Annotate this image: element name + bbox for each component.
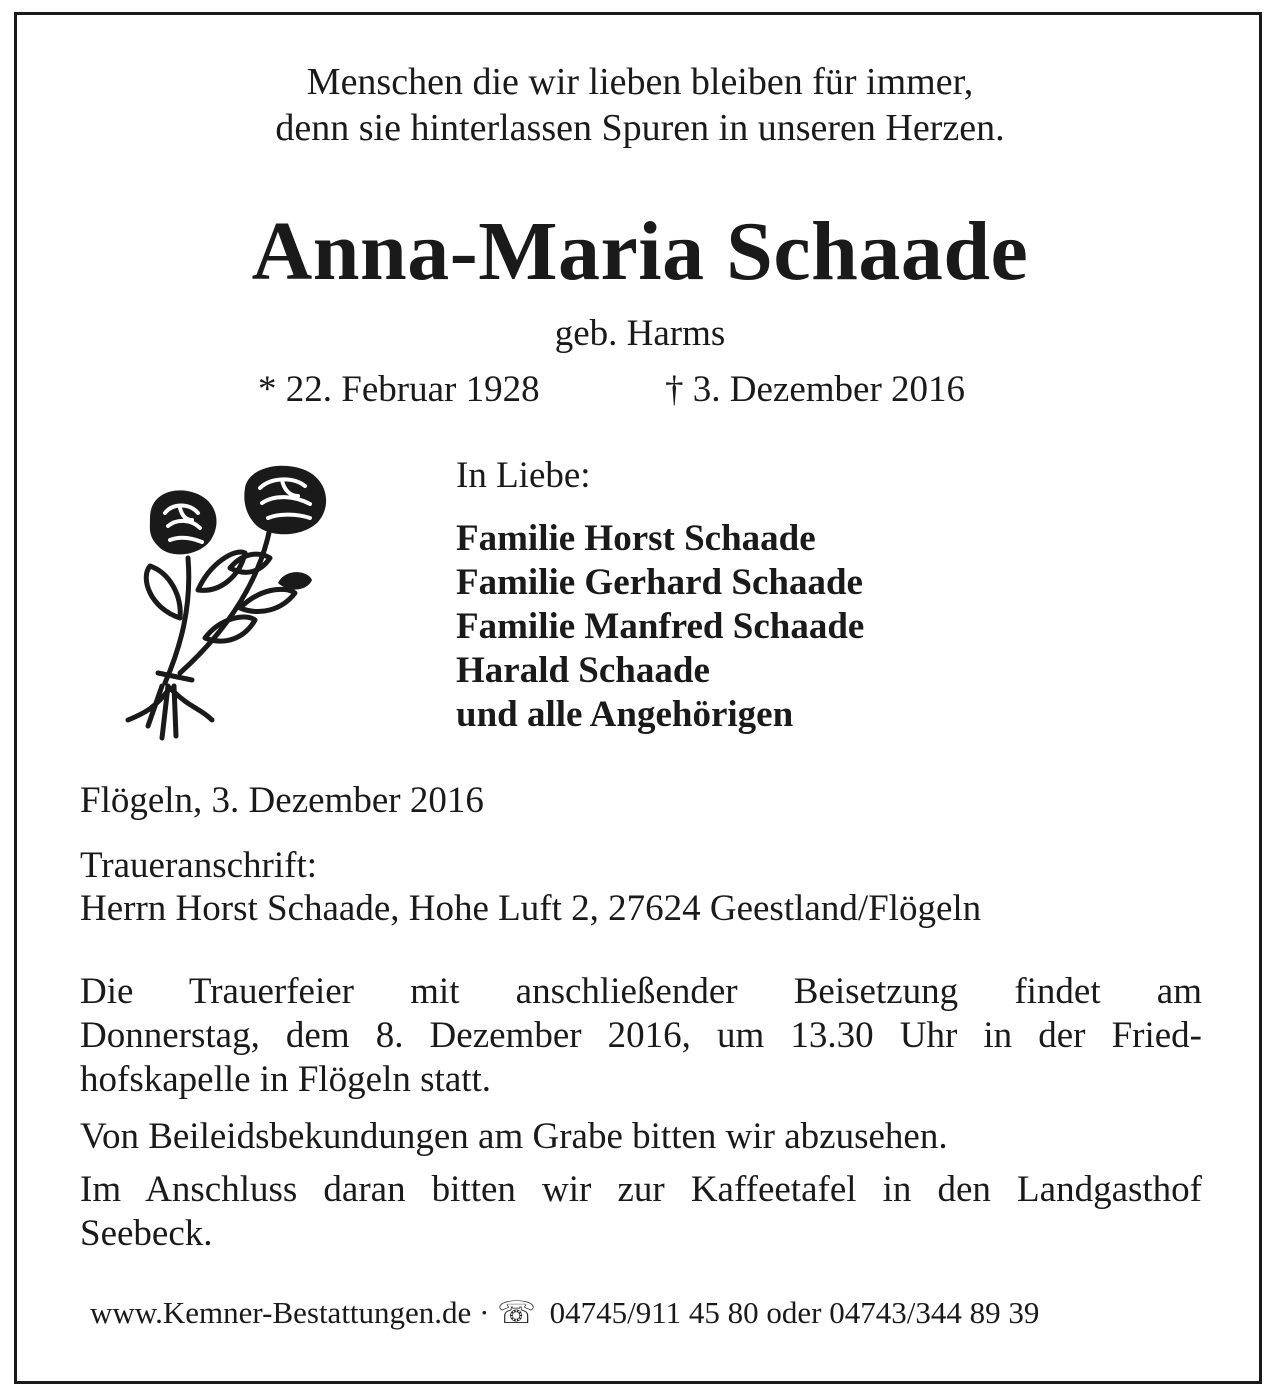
deceased-name: Anna-Maria Schaade	[251, 205, 1029, 298]
phone-numbers: 04745/911 45 80 oder 04743/344 89 39	[549, 1295, 1040, 1330]
footer	[90, 1295, 1039, 1331]
ceremony-line-2: Donnerstag, dem 8. Dezember 2016, um 13.30 Uhr in der Fried-	[80, 1015, 1202, 1056]
coffee-line-1: Im Anschluss daran bitten wir zur Kaffeetafel in den Landgasthof	[80, 1169, 1202, 1210]
mourner-2: Familie Gerhard Schaade	[456, 562, 863, 603]
ceremony-line-3: hofskapelle in Flögeln statt.	[80, 1059, 492, 1100]
place-date: Flögeln, 3. Dezember 2016	[80, 780, 484, 821]
telephone-icon: ☏	[497, 1295, 536, 1330]
motto-line-2: denn sie hinterlassen Spuren in unseren Herzen.	[275, 107, 1005, 149]
footer-separator: ·	[479, 1295, 490, 1330]
roses-icon	[110, 458, 340, 748]
mourner-4: Harald Schaade	[456, 650, 710, 691]
condolences-note: Von Beileidsbekundungen am Grabe bitten wir abzusehen.	[80, 1116, 948, 1157]
mourner-3: Familie Manfred Schaade	[456, 606, 865, 647]
mourner-5: und alle Angehörigen	[456, 694, 794, 735]
mourner-1: Familie Horst Schaade	[456, 518, 816, 559]
mourning-address: Herrn Horst Schaade, Hohe Luft 2, 27624 Geestland/Flögeln	[80, 888, 982, 929]
ceremony-line-1: Die Trauerfeier mit anschließender Beisetzung findet am	[80, 971, 1202, 1012]
coffee-line-2: Seebeck.	[80, 1213, 213, 1254]
motto-line-1: Menschen die wir lieben bleiben für immer,	[306, 61, 974, 103]
birth-date: * 22. Februar 1928	[258, 369, 540, 410]
maiden-name: geb. Harms	[554, 313, 726, 354]
address-label: Traueranschrift:	[80, 845, 318, 886]
funeral-home-website[interactable]: www.Kemner-Bestattungen.de	[90, 1295, 472, 1330]
in-love-label: In Liebe:	[456, 455, 591, 496]
death-date: † 3. Dezember 2016	[665, 369, 966, 410]
